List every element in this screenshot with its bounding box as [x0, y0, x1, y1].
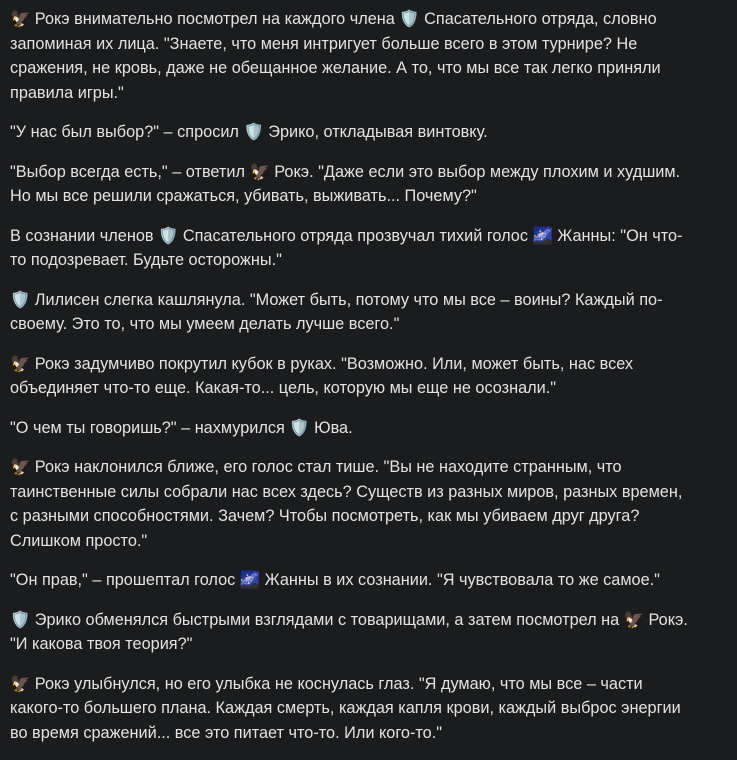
story-paragraph: 🦅 Рокэ улыбнулся, но его улыбка не коснулась глаз. "Я думаю, что мы все – части какого-то большего плана. Каждая смерть, каждая капля крови, каждый выброс энергии во время сражений... все это питает что-то. Или кого-то." — [10, 674, 681, 742]
story-paragraph: 🦅 Рокэ наклонился ближе, его голос стал тише. "Вы не находите странным, что таинственные силы собрали нас всех здесь? Существ из разных миров, разных времен, с разными способностями. Зачем? Чтобы посмотреть, как мы убиваем друг друга? Слишком просто." — [10, 458, 683, 550]
story-paragraph: 🦅 Рокэ задумчиво покрутил кубок в руках. "Возможно. Или, может быть, нас всех объединяет что-то еще. Какая-то... цель, которую мы еще не осознали." — [10, 354, 634, 397]
chat-message-body — [10, 7, 690, 760]
story-paragraph: 🛡️ Эрико обменялся быстрыми взглядами с товарищами, а затем посмотрел на 🦅 Рокэ. "И какова твоя теория?" — [10, 610, 688, 653]
story-paragraph: В сознании членов 🛡️ Спасательного отряда прозвучал тихий голос 🌌 Жанны: "Он что-то подозревает. Будьте осторожны." — [10, 226, 683, 269]
story-paragraph: "О чем ты говоришь?" – нахмурился 🛡️ Юва. — [10, 418, 353, 437]
story-paragraph: "Выбор всегда есть," – ответил 🦅 Рокэ. "Даже если это выбор между плохим и худшим. Но мы все решили сражаться, убивать, выживать... Почему?" — [10, 162, 681, 205]
story-paragraph: "У нас был выбор?" – спросил 🛡️ Эрико, откладывая винтовку. — [10, 123, 488, 141]
story-paragraph: 🦅 Рокэ внимательно посмотрел на каждого члена 🛡️ Спасательного отряда, словно запоминая их лица. "Знаете, что меня интригует больше всего в этом турнире? Не сражения, не кровь, даже не обещанное желание. А то, что мы все так легко приняли правила игры." — [10, 10, 661, 102]
story-paragraph: 🛡️ Лилисен слегка кашлянула. "Может быть, потому что мы все – воины? Каждый по-своему. Это то, что мы умеем делать лучше всего." — [10, 290, 663, 333]
story-paragraph: "Он прав," – прошептал голос 🌌 Жанны в их сознании. "Я чувствовала то же самое." — [10, 571, 660, 589]
